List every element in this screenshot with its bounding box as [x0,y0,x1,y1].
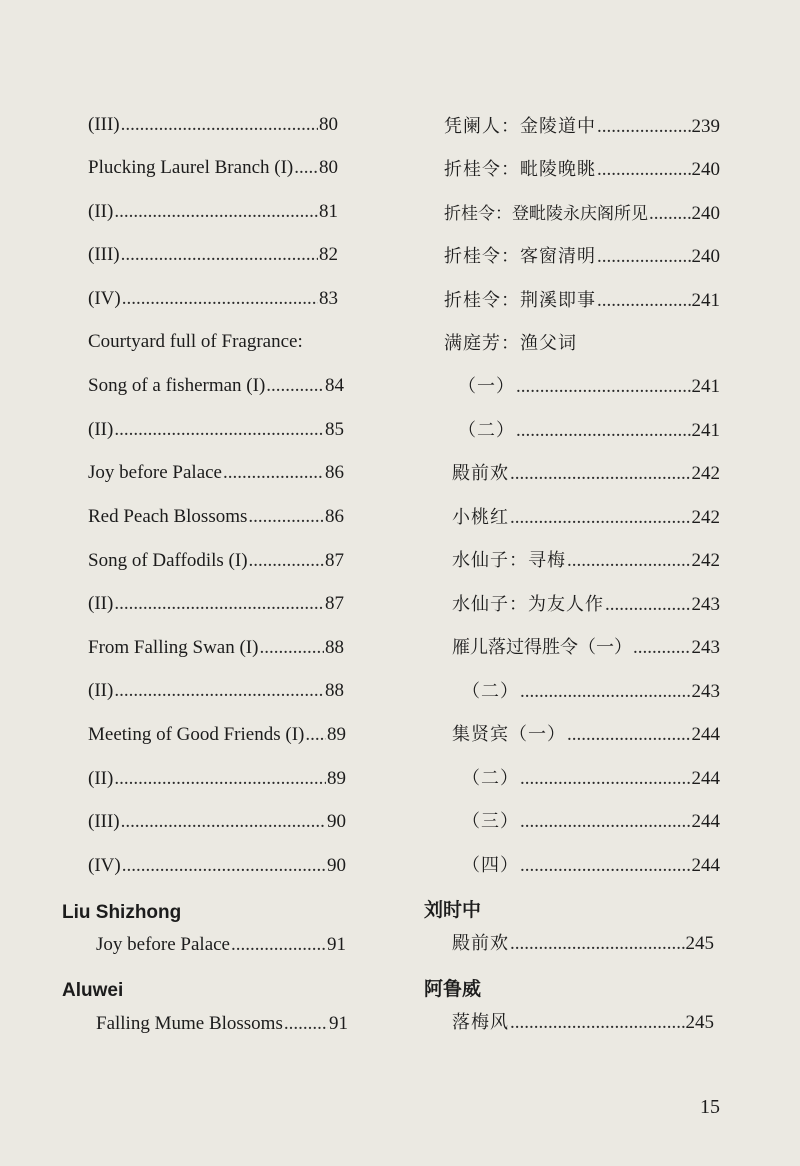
dot-leader [597,159,691,181]
dot-leader [121,244,318,266]
dot-leader [510,463,691,485]
entry-title: (II) [88,593,114,614]
entry-page: 90 [327,855,346,876]
dot-leader [510,507,691,529]
dot-leader [567,724,691,746]
toc-entry [88,724,346,746]
dot-leader [231,934,326,956]
entry-page: 244 [691,811,720,832]
entry-title: 雁儿落过得胜令（一） [452,637,632,658]
entry-page: 87 [325,593,344,614]
entry-page: 245 [685,1012,714,1033]
entry-page: 240 [691,203,720,224]
dot-leader [121,114,318,136]
entry-page: 91 [329,1013,348,1034]
toc-entry [444,155,720,181]
dot-leader [633,637,691,659]
entry-title: (IV) [88,288,121,309]
entry-title: 满庭芳：渔父词 [444,333,577,354]
dot-leader [114,768,326,790]
entry-page: 88 [325,680,344,701]
dot-leader [122,855,326,877]
toc-entry [96,1013,348,1035]
dot-leader [597,290,691,312]
entry-title: 殿前欢 [452,463,509,484]
toc-entry [452,720,720,746]
entry-title: （二） [462,768,519,789]
dot-leader [114,201,318,223]
entry-page: 82 [319,244,338,265]
entry-page: 244 [691,768,720,789]
toc-entry [444,199,720,225]
toc-entry [462,677,720,703]
entry-title: (II) [88,419,114,440]
entry-title: 折桂令：毗陵晚眺 [444,159,596,180]
entry-title: 小桃红 [452,507,509,528]
dot-leader [597,246,691,268]
toc-entry [452,503,720,529]
toc-entry [452,546,720,572]
dot-leader [223,462,324,484]
entry-page: 243 [691,637,720,658]
author-heading: 刘时中 [424,899,482,921]
entry-page: 86 [325,506,344,527]
entry-title: (IV) [88,855,121,876]
dot-leader [294,157,318,179]
toc-entry [88,462,344,484]
dot-leader [249,550,324,572]
toc-entry [88,855,346,877]
entry-page: 245 [685,933,714,954]
author-heading: 阿鲁威 [424,978,482,1000]
toc-entry [88,288,338,310]
toc-entry [462,851,720,877]
entry-page: 243 [691,681,720,702]
toc-entry [88,811,346,833]
entry-page: 81 [319,201,338,222]
entry-page: 240 [691,159,720,180]
entry-title: 折桂令：客窗清明 [444,246,596,267]
dot-leader [520,681,691,703]
entry-page: 80 [319,157,338,178]
dot-leader [248,506,324,528]
entry-title: Plucking Laurel Branch (I) [88,157,294,178]
entry-page: 83 [319,288,338,309]
toc-entry [452,459,720,485]
toc-entry [452,633,720,659]
entry-title: (II) [88,768,114,789]
author-heading: Liu Shizhong [62,902,182,923]
entry-title: （三） [462,811,519,832]
dot-leader [516,376,691,398]
entry-page: 239 [691,116,720,137]
entry-title: Courtyard full of Fragrance: [88,331,303,352]
entry-page: 80 [319,114,338,135]
entry-page: 88 [325,637,344,658]
entry-title: Falling Mume Blossoms [96,1013,283,1034]
entry-page: 241 [691,376,720,397]
toc-entry [458,416,720,442]
entry-page: 89 [327,768,346,789]
entry-page: 90 [327,811,346,832]
entry-title: Song of Daffodils (I) [88,550,248,571]
toc-entry [88,637,344,659]
dot-leader [605,594,691,616]
entry-title: 落梅风 [452,1012,509,1033]
toc-entry [444,112,720,138]
entry-page: 240 [691,246,720,267]
toc-entry [452,929,714,955]
entry-title: Joy before Palace [96,934,230,955]
entry-title: （四） [462,855,519,876]
dot-leader [510,933,685,955]
toc-entry [444,286,720,312]
toc-entry [88,506,344,528]
toc-entry [452,1008,714,1034]
toc-entry [452,590,720,616]
entry-title: 水仙子：为友人作 [452,594,604,615]
toc-entry [88,680,344,702]
entry-title: (III) [88,244,120,265]
dot-leader [516,420,691,442]
entry-page: 244 [691,724,720,745]
entry-title: 集贤宾（一） [452,724,566,745]
entry-page: 244 [691,855,720,876]
entry-page: 85 [325,419,344,440]
dot-leader [114,680,324,702]
dot-leader [567,550,691,572]
entry-title: 凭阑人：金陵道中 [444,116,596,137]
entry-page: 89 [327,724,346,745]
dot-leader [259,637,324,659]
toc-entry-heading [88,331,358,353]
dot-leader [284,1013,328,1035]
toc-entry [88,768,346,790]
toc-entry [462,764,720,790]
toc-entry [88,244,338,266]
toc-entry [88,419,344,441]
author-heading: Aluwei [62,980,124,1001]
dot-leader [305,724,326,746]
toc-entry [88,593,344,615]
dot-leader [121,811,326,833]
entry-page: 243 [691,594,720,615]
entry-title: From Falling Swan (I) [88,637,259,658]
dot-leader [649,203,691,225]
dot-leader [597,116,691,138]
entry-title: 殿前欢 [452,933,509,954]
page-number: 15 [700,1096,720,1118]
entry-title: (III) [88,114,120,135]
entry-title: （一） [458,376,515,397]
entry-title: 水仙子：寻梅 [452,550,566,571]
entry-title: (II) [88,201,114,222]
entry-title: （二） [462,681,519,702]
dot-leader [114,593,324,615]
entry-page: 84 [325,375,344,396]
entry-title: (III) [88,811,120,832]
toc-entry [462,807,720,833]
entry-page: 91 [327,934,346,955]
toc-entry [458,372,720,398]
toc-entry [88,201,338,223]
toc-entry [88,157,338,179]
dot-leader [520,768,691,790]
toc-entry [88,375,344,397]
entry-title: 折桂令：荆溪即事 [444,290,596,311]
entry-title: Red Peach Blossoms [88,506,248,527]
toc-entry [96,934,346,956]
entry-page: 242 [691,507,720,528]
toc-entry [88,550,344,572]
entry-page: 242 [691,463,720,484]
entry-page: 86 [325,462,344,483]
entry-title: Song of a fisherman (I) [88,375,266,396]
entry-page: 241 [691,290,720,311]
entry-title: Meeting of Good Friends (I) [88,724,305,745]
toc-entry-heading [444,329,720,355]
dot-leader [122,288,318,310]
entry-title: (II) [88,680,114,701]
toc-entry [444,242,720,268]
dot-leader [520,855,691,877]
entry-title: Joy before Palace [88,462,222,483]
entry-page: 87 [325,550,344,571]
dot-leader [510,1012,685,1034]
dot-leader [266,375,324,397]
dot-leader [114,419,324,441]
entry-title: 折桂令：登毗陵永庆阁所见 [444,204,648,224]
entry-page: 241 [691,420,720,441]
dot-leader [520,811,691,833]
entry-page: 242 [691,550,720,571]
toc-entry [88,114,338,136]
entry-title: （二） [458,420,515,441]
